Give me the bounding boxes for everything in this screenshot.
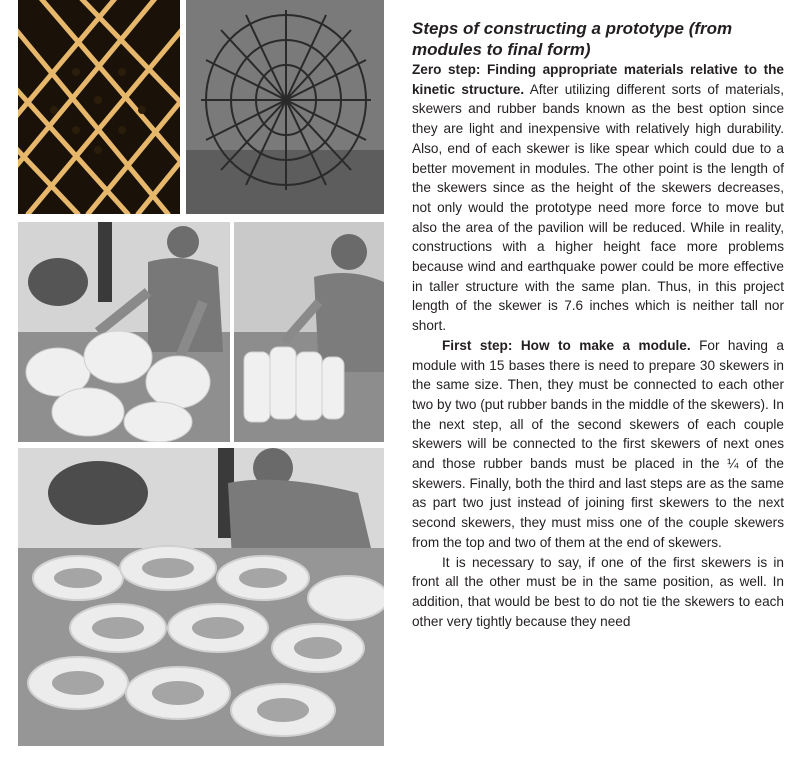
photo-man-arranging-modules <box>18 222 230 442</box>
paragraph-lead: First step: How to make a module. <box>442 337 691 353</box>
paragraph-zero-step <box>412 60 784 336</box>
photo-skewer-lattice-closeup <box>18 0 180 214</box>
paragraph-body: After utilizing different sorts of materials, skewers and rubber bands known as the best option since they are light and inexpensive with relatively high durability. Also, end of each skewer is like spear which could due to a better movement in modules. The other point is the length of the skewers since as the height of the skewers decreases, not only would the prototype need more force to move but also the area of the pavilion will be reduced. While in reality, constructions with a higher height face more problems because wind and earthquake power could be more effective in taller structure with the same plan. Thus, in this project length of the skewer is 7.6 inches which is neither tall nor short. <box>412 81 784 334</box>
section-heading: Steps of constructing a prototype (from modules to final form) <box>412 19 733 59</box>
photo-skewer-dome <box>186 0 384 214</box>
text-column <box>412 18 784 631</box>
paragraph-lead: Zero step: Finding appropriate materials relative to the kinetic structure. <box>412 62 784 97</box>
paragraph-first-step <box>412 336 784 553</box>
paragraph-body: For having a module with 15 bases there is need to prepare 30 skewers in the same size. Then, they must be connected to each other two by two (put rubber bands in the middle of the skewers). In the next step, all of the second skewers of each couple skewers will be connected to the first skewers of next ones and those rubber bands must be placed in the ¼ of the skewers. Finally, both the third and last steps are as the same as part two just instead of joining first skewers to the next second skewers, they must miss one of the couple skewers from the top and two of them at the end of skewers. <box>412 337 784 550</box>
photo-modules-on-table <box>18 448 384 746</box>
paragraph-note <box>412 553 784 632</box>
paragraph-body: It is necessary to say, if one of the first skewers is in front all the other must be in the same position, as well. In addition, that would be best to do not tie the skewers to each other very tightly because they need <box>412 554 784 629</box>
photo-man-holding-modules <box>234 222 384 442</box>
